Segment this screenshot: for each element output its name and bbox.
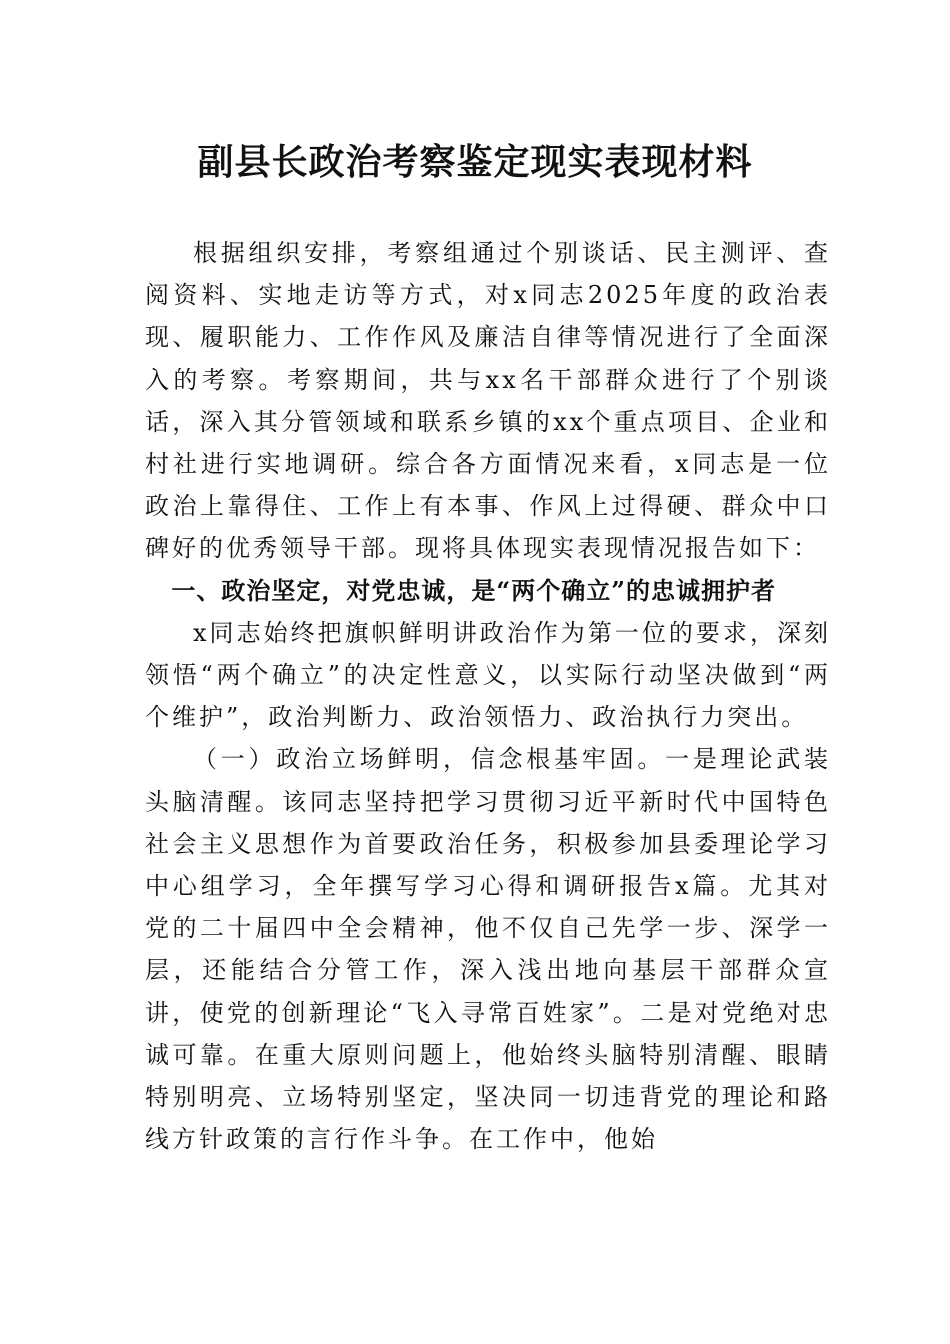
section-summary-paragraph: x同志始终把旗帜鲜明讲政治作为第一位的要求，深刻领悟“两个确立”的决定性意义，以实际行动坚决做到“两个维护”，政治判断力、政治领悟力、政治执行力突出。 — [145, 618, 831, 732]
document-title: 副县长政治考察鉴定现实表现材料 — [197, 141, 753, 183]
subsection-paragraph: （一）政治立场鲜明，信念根基牢固。一是理论武装头脑清醒。该同志坚持把学习贯彻习近平新时代中国特色社会主义思想作为首要政治任务，积极参加县委理论学习中心组学习，全年撰写学习心得和调研报告x篇。尤其对党的二十届四中全会精神，他不仅自己先学一步、深学一层，还能结合分管工作，深入浅出地向基层干部群众宣讲，使党的创新理论“飞入寻常百姓家”。二是对党绝对忠诚可靠。在重大原则问题上，他始终头脑特别清醒、眼睛特别明亮、立场特别坚定，坚决同一切违背党的理论和路线方针政策的言行作斗争。在工作中，他始 — [145, 745, 831, 1154]
intro-paragraph: 根据组织安排，考察组通过个别谈话、民主测评、查阅资料、实地走访等方式，对x同志2025年度的政治表现、履职能力、工作作风及廉洁自律等情况进行了全面深入的考察。考察期间，共与xx名干部群众进行了个别谈话，深入其分管领域和联系乡镇的xx个重点项目、企业和村社进行实地调研。综合各方面情况来看，x同志是一位政治上靠得住、工作上有本事、作风上过得硬、群众中口碑好的优秀领导干部。现将具体现实表现情况报告如下： — [145, 239, 831, 563]
section-heading: 一、政治坚定，对党忠诚，是“两个确立”的忠诚拥护者 — [171, 575, 776, 605]
document-body — [145, 232, 831, 1160]
